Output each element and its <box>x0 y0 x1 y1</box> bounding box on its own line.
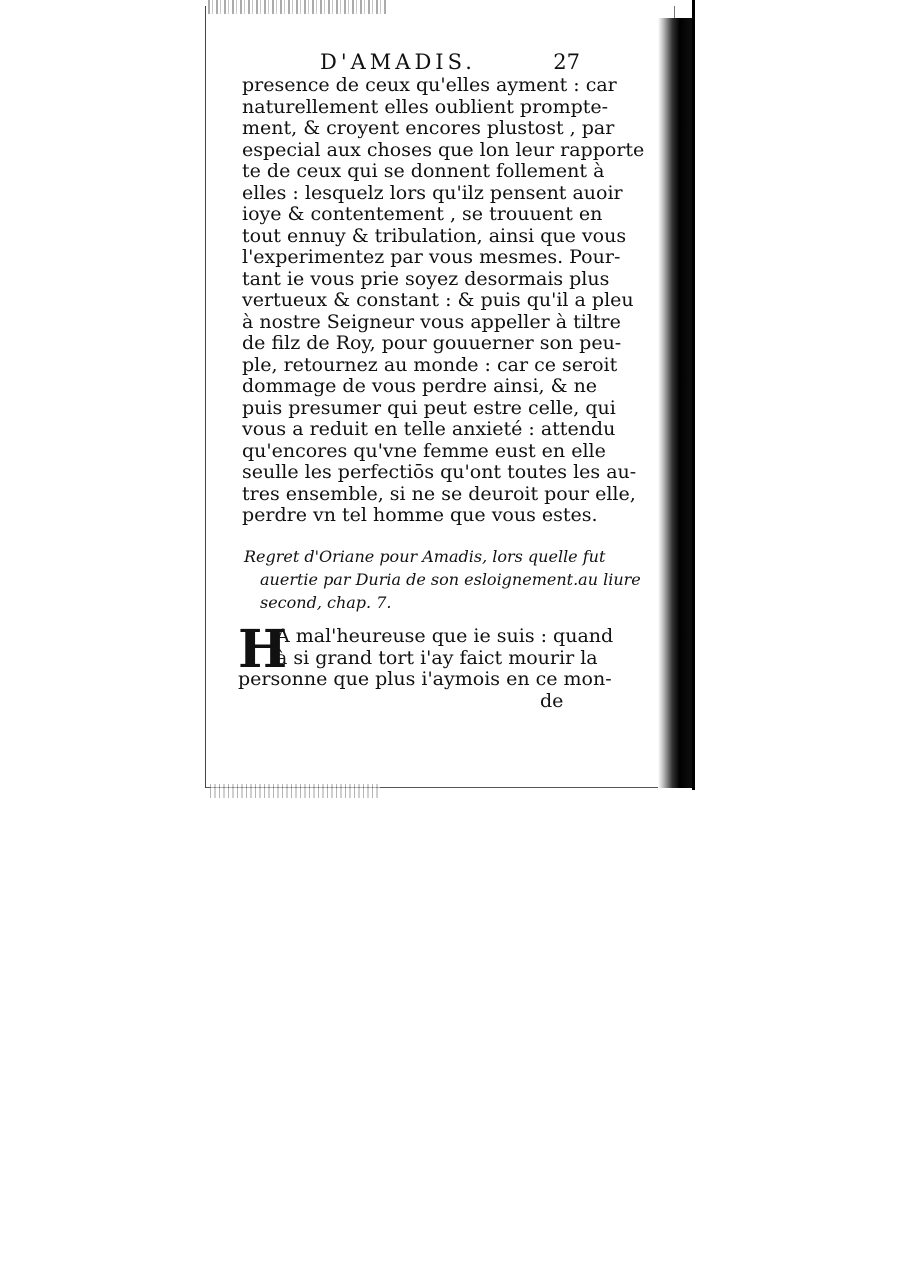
text-line: A mal'heureuse que ie suis : quand <box>276 625 614 647</box>
section-heading <box>244 545 641 614</box>
text-line: seulle les perfectiōs qu'ont toutes les au- <box>242 461 637 483</box>
text-line: qu'encores qu'vne femme eust en elle <box>242 439 606 462</box>
text-line: personne que plus i'aymois en ce mon- <box>238 668 612 690</box>
text-line: à si grand tort i'ay faict mourir la <box>276 646 598 669</box>
page-header <box>240 50 580 76</box>
text-line: especial aux choses que lon leur rapporte <box>242 138 645 161</box>
text-line: à nostre Seigneur vous appeller à tiltre <box>242 310 621 333</box>
text-line: dommage de vous perdre ainsi, & ne <box>242 375 598 397</box>
heading-line: Regret d'Oriane pour Amadis, lors quelle fut <box>244 547 606 566</box>
body-text <box>242 74 645 527</box>
text-line: tout ennuy & tribulation, ainsi que vous <box>242 224 627 247</box>
text-line: te de ceux qui se donnent follement à <box>242 160 605 182</box>
text-line: elles : lesquelz lors qu'ilz pensent auoir <box>242 181 623 204</box>
heading-line: second, chap. 7. <box>260 593 392 612</box>
scan-noise-bottom <box>210 784 380 798</box>
text-line: presence de ceux qu'elles ayment : car <box>242 74 617 96</box>
text-line: tant ie vous prie soyez desormais plus <box>242 267 610 290</box>
scan-edge-line <box>692 0 695 790</box>
text-line: ioye & contentement , se trouuent en <box>242 203 603 225</box>
catchword: de <box>540 690 564 712</box>
heading-line: auertie par Duria de son esloignement.au liure <box>260 570 641 589</box>
drop-cap: H <box>238 619 288 680</box>
text-line: vertueux & constant : & puis qu'il a pleu <box>242 289 634 311</box>
book-spine-shadow <box>658 18 694 788</box>
text-line: l'experimentez par vous mesmes. Pour- <box>242 246 621 268</box>
text-line: tres ensemble, si ne se deuroit pour elle, <box>242 482 636 505</box>
text-line: de filz de Roy, pour gouuerner son peu- <box>242 332 622 354</box>
text-line: vous a reduit en telle anxieté : attendu <box>242 418 616 440</box>
text-line: puis presumer qui peut estre celle, qui <box>242 396 616 419</box>
text-line: perdre vn tel homme que vous estes. <box>242 504 598 526</box>
text-line: ple, retournez au monde : car ce seroit <box>242 353 618 376</box>
text-line: naturellement elles oublient prompte- <box>242 95 609 118</box>
page-number: 27 <box>553 50 580 74</box>
running-title: D'AMADIS. <box>320 50 476 74</box>
section-text <box>238 619 614 691</box>
text-line: ment, & croyent encores plustost , par <box>242 117 615 139</box>
